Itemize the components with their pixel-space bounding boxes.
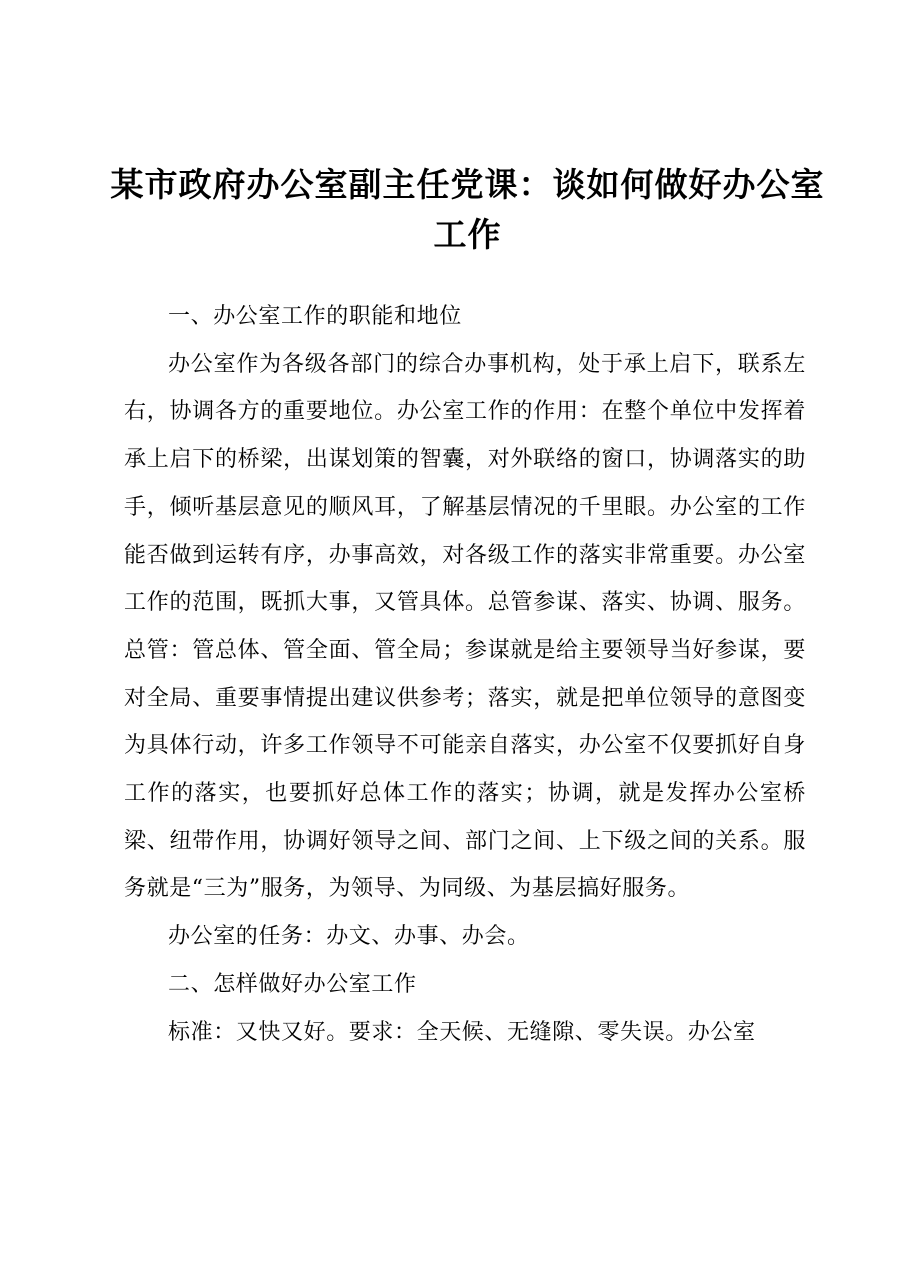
document-title-line-2: 工作 — [433, 215, 502, 254]
body-paragraph-standards: 标准：又快又好。要求：全天候、无缝隙、零失误。办公室 — [168, 1019, 756, 1045]
section-heading-2: 二、怎样做好办公室工作 — [168, 971, 417, 997]
document-title-line-1: 某市政府办公室副主任党课：谈如何做好办公室 — [110, 165, 825, 204]
document-body — [124, 293, 806, 1056]
section-heading-1: 一、办公室工作的职能和地位 — [168, 304, 462, 329]
body-paragraph-tasks: 办公室的任务：办文、办事、办会。 — [168, 924, 530, 950]
body-paragraph-functions: 办公室作为各级各部门的综合办事机构，处于承上启下，联系左右，协调各方的重要地位。办公室工作的作用：在整个单位中发挥着承上启下的桥梁，出谋划策的智囊，对外联络的窗口，协调落实的助手，倾听基层意见的顺风耳，了解基层情况的千里眼。办公室的工作能否做到运转有序，办事高效，对各级工作的落实非常重要。办公室工作的范围，既抓大事，又管具体。总管参谋、落实、协调、服务。总管：管总体、管全面、管全局；参谋就是给主要领导当好参谋，要对全局、重要事情提出建议供参考；落实，就是把单位领导的意图变为具体行动，许多工作领导不可能亲自落实，办公室不仅要抓好自身工作的落实，也要抓好总体工作的落实；协调，就是发挥办公室桥梁、纽带作用，协调好领导之间、部门之间、上下级之间的关系。服务就是“三为”服务，为领导、为同级、为基层搞好服务。 — [124, 351, 806, 902]
document-title — [110, 160, 825, 260]
